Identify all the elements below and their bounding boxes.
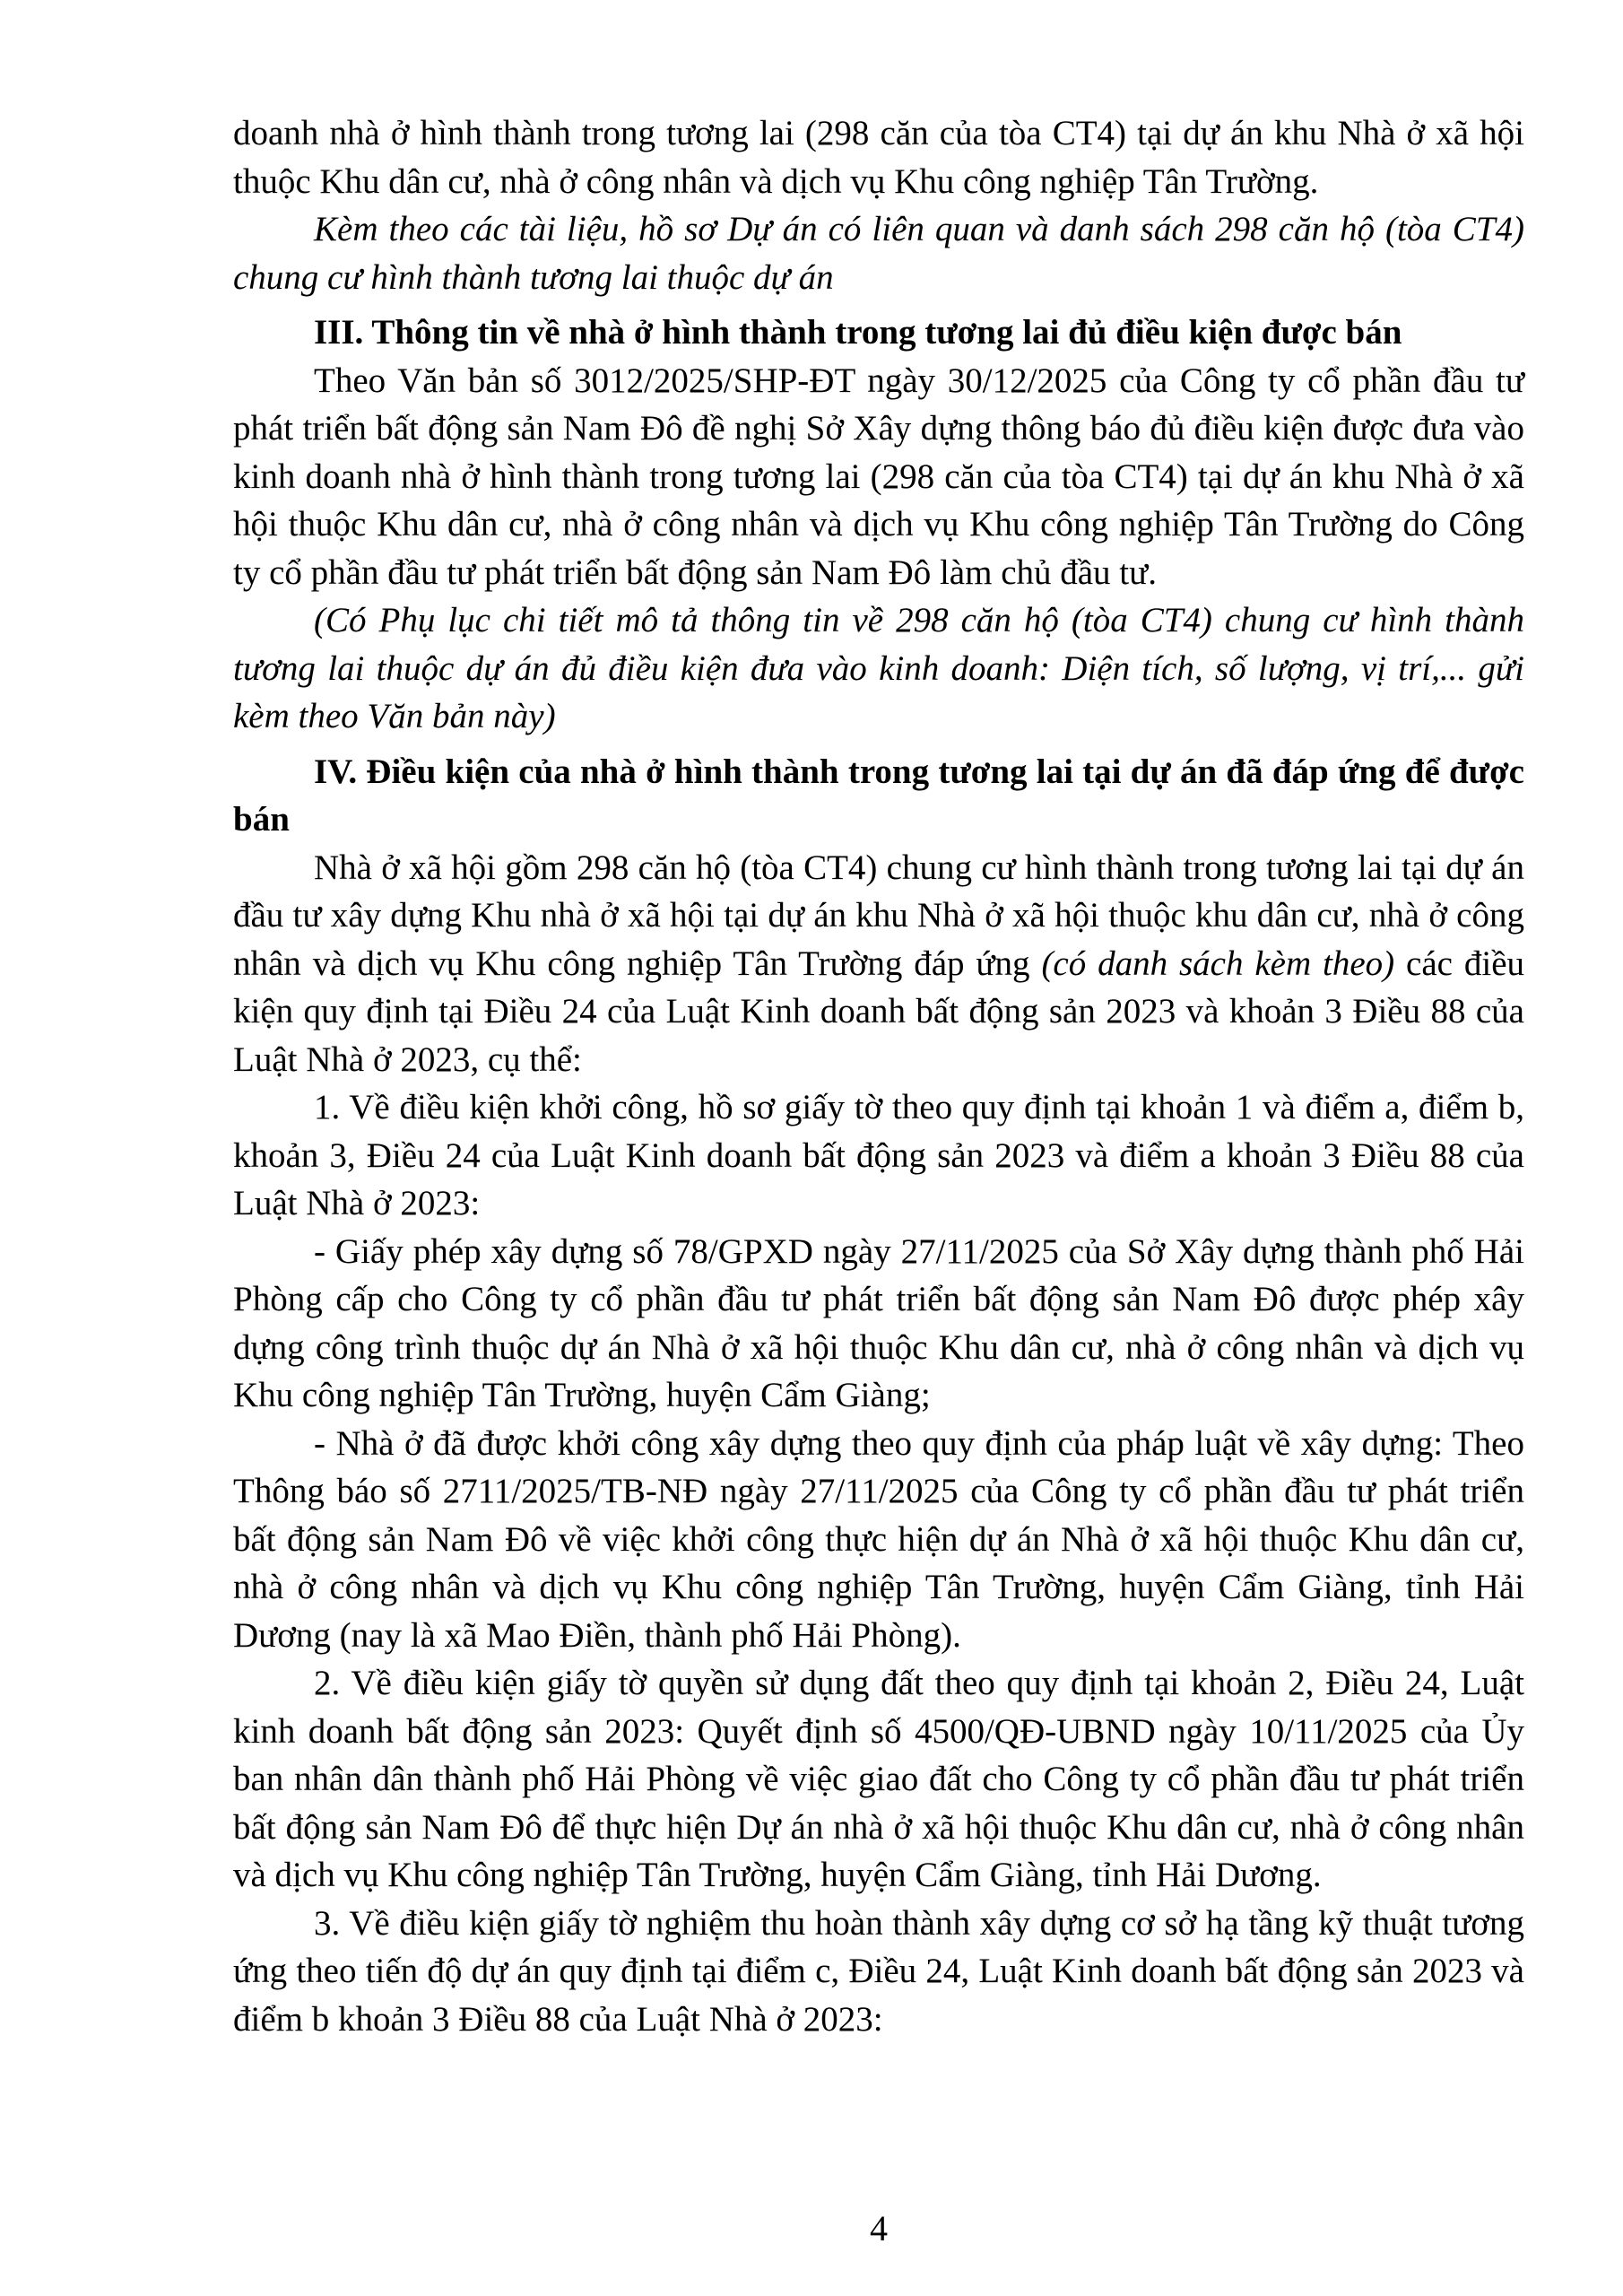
- paragraph-nha-o-xa-hoi-italic-note: (có danh sách kèm theo): [1041, 944, 1395, 983]
- paragraph-nha-o-xa-hoi: [233, 844, 1524, 1084]
- paragraph-phu-luc-note: (Có Phụ lục chi tiết mô tả thông tin về 298 căn hộ (tòa CT4) chung cư hình thành tương lai thuộc dự án đủ điều kiện đưa vào kinh doanh: Diện tích, số lượng, vị trí,... gửi kèm theo Văn bản này): [233, 601, 1524, 735]
- paragraph-condition-3: 3. Về điều kiện giấy tờ nghiệm thu hoàn thành xây dựng cơ sở hạ tầng kỹ thuật tương ứng theo tiến độ dự án quy định tại điểm c, Điều 24, Luật Kinh doanh bất động sản 2023 và điểm b khoản 3 Điều 88 của Luật Nhà ở 2023:: [233, 1903, 1524, 2039]
- paragraph-attachment-note: Kèm theo các tài liệu, hồ sơ Dự án có liên quan và danh sách 298 căn hộ (tòa CT4) chung cư hình thành tương lai thuộc dự án: [233, 210, 1524, 297]
- paragraph-continuation: doanh nhà ở hình thành trong tương lai (298 căn của tòa CT4) tại dự án khu Nhà ở xã hội thuộc Khu dân cư, nhà ở công nhân và dịch vụ Khu công nghiệp Tân Trường.: [233, 114, 1524, 201]
- section-heading-iv: IV. Điều kiện của nhà ở hình thành trong tương lai tại dự án đã đáp ứng để được bán: [233, 752, 1524, 839]
- list-item-giay-phep: - Giấy phép xây dựng số 78/GPXD ngày 27/11/2025 của Sở Xây dựng thành phố Hải Phòng cấp cho Công ty cổ phần đầu tư phát triển bất động sản Nam Đô được phép xây dựng công trình thuộc dự án Nhà ở xã hội thuộc Khu dân cư, nhà ở công nhân và dịch vụ Khu công nghiệp Tân Trường, huyện Cẩm Giàng;: [233, 1231, 1524, 1414]
- paragraph-nha-o-xa-hoi-text: Nhà ở xã hội gồm 298 căn hộ (tòa CT4) chung cư hình thành trong tương lai tại dự án đầu tư xây dựng Khu nhà ở xã hội tại dự án khu Nhà ở xã hội thuộc khu dân cư, nhà ở công nhân và dịch vụ Khu công nghiệp Tân Trường đáp ứng: [233, 848, 1524, 983]
- page-body: [233, 109, 1524, 2043]
- paragraph-condition-2: 2. Về điều kiện giấy tờ quyền sử dụng đất theo quy định tại khoản 2, Điều 24, Luật kinh doanh bất động sản 2023: Quyết định số 4500/QĐ-UBND ngày 10/11/2025 của Ủy ban nhân dân thành phố Hải Phòng về việc giao đất cho Công ty cổ phần đầu tư phát triển bất động sản Nam Đô để thực hiện Dự án nhà ở xã hội thuộc Khu dân cư, nhà ở công nhân và dịch vụ Khu công nghiệp Tân Trường, huyện Cẩm Giàng, tỉnh Hải Dương.: [233, 1664, 1524, 1894]
- page-number: 4: [870, 2208, 888, 2248]
- paragraph-nha-o-xa-hoi-text-end: các điều kiện quy định tại Điều 24 của Luật Kinh doanh bất động sản 2023 và khoản 3 Điều 88 của Luật Nhà ở 2023, cụ thể:: [233, 944, 1525, 1079]
- section-heading-iii: III. Thông tin về nhà ở hình thành trong tương lai đủ điều kiện được bán: [314, 313, 1402, 352]
- paragraph-condition-1: 1. Về điều kiện khởi công, hồ sơ giấy tờ theo quy định tại khoản 1 và điểm a, điểm b, khoản 3, Điều 24 của Luật Kinh doanh bất động sản 2023 và điểm a khoản 3 Điều 88 của Luật Nhà ở 2023:: [233, 1088, 1524, 1222]
- paragraph-theo-van-ban: Theo Văn bản số 3012/2025/SHP-ĐT ngày 30/12/2025 của Công ty cổ phần đầu tư phát triển bất động sản Nam Đô đề nghị Sở Xây dựng thông báo đủ điều kiện được đưa vào kinh doanh nhà ở hình thành trong tương lai (298 căn của tòa CT4) tại dự án khu Nhà ở xã hội thuộc Khu dân cư, nhà ở công nhân và dịch vụ Khu công nghiệp Tân Trường do Công ty cổ phần đầu tư phát triển bất động sản Nam Đô làm chủ đầu tư.: [233, 361, 1524, 592]
- list-item-khoi-cong: - Nhà ở đã được khởi công xây dựng theo quy định của pháp luật về xây dựng: Theo Thông báo số 2711/2025/TB-NĐ ngày 27/11/2025 của Công ty cổ phần đầu tư phát triển bất động sản Nam Đô về việc khởi công thực hiện dự án Nhà ở xã hội thuộc Khu dân cư, nhà ở công nhân và dịch vụ Khu công nghiệp Tân Trường, huyện Cẩm Giàng, tỉnh Hải Dương (nay là xã Mao Điền, thành phố Hải Phòng).: [233, 1423, 1524, 1655]
